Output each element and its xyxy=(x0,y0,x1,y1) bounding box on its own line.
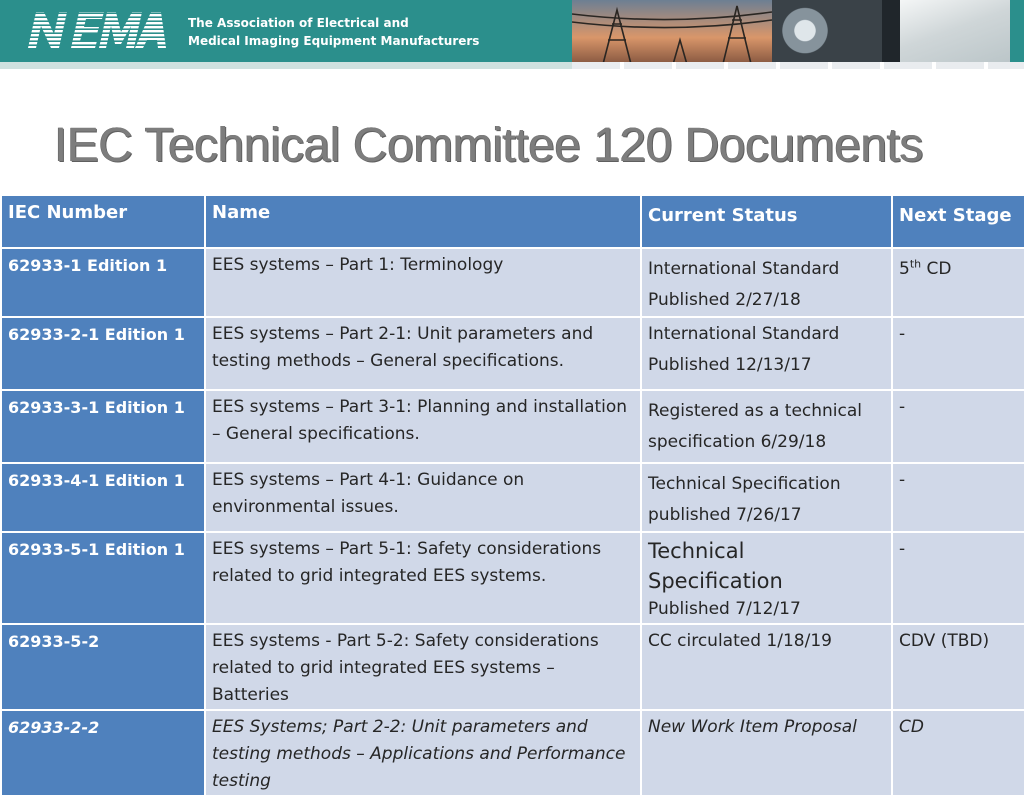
next-stage-tail: CD xyxy=(921,259,952,279)
status-cell xyxy=(641,317,892,390)
next-stage-cell: CDV (TBD) xyxy=(892,624,1024,710)
iec-number-cell: 62933-5-2 xyxy=(1,624,205,710)
next-stage-cell: CD xyxy=(892,710,1024,796)
tagline-line-2: Medical Imaging Equipment Manufacturers xyxy=(188,34,480,48)
iec-number-cell: 62933-2-1 Edition 1 xyxy=(1,317,205,390)
table-row xyxy=(1,624,1024,710)
nema-logo xyxy=(22,10,168,50)
next-stage-cell: - xyxy=(892,390,1024,463)
status-cell xyxy=(641,390,892,463)
table-row xyxy=(1,710,1024,796)
status-line-2: published 7/26/17 xyxy=(648,505,802,525)
status-line-2: specification 6/29/18 xyxy=(648,432,827,452)
status-line-1: International Standard xyxy=(648,259,840,279)
column-header-current-status: Current Status xyxy=(641,195,892,248)
power-lines-photo xyxy=(572,0,772,68)
table-row xyxy=(1,390,1024,463)
status-line-2: Published 2/27/18 xyxy=(648,290,801,310)
status-cell xyxy=(641,463,892,532)
tagline xyxy=(188,14,479,50)
status-line-1: Technical Specification xyxy=(648,539,783,593)
iec-number-cell: 62933-2-2 xyxy=(1,710,205,796)
table-header-row xyxy=(1,195,1024,248)
table-row xyxy=(1,248,1024,317)
next-stage-cell: - xyxy=(892,532,1024,624)
iec-number-cell: 62933-5-1 Edition 1 xyxy=(1,532,205,624)
table-row xyxy=(1,317,1024,390)
iec-number-cell: 62933-4-1 Edition 1 xyxy=(1,463,205,532)
status-cell xyxy=(641,532,892,624)
next-stage-ordinal: 5 xyxy=(899,259,910,279)
documents-table xyxy=(0,194,1024,797)
status-cell xyxy=(641,248,892,317)
page-title: IEC Technical Committee 120 Documents xyxy=(54,119,924,172)
status-line-2: Published 12/13/17 xyxy=(648,355,812,375)
status-line-1: International Standard xyxy=(648,324,840,344)
next-stage-cell: - xyxy=(892,317,1024,390)
status-line-1: Technical Specification xyxy=(648,474,841,494)
tagline-line-1: The Association of Electrical and xyxy=(188,16,409,30)
status-line-1: CC circulated 1/18/19 xyxy=(648,631,832,651)
name-cell: EES systems – Part 5-1: Safety considerations related to grid integrated EES systems. xyxy=(205,532,641,624)
name-cell: EES systems – Part 1: Terminology xyxy=(205,248,641,317)
status-cell xyxy=(641,624,892,710)
iec-number-cell: 62933-3-1 Edition 1 xyxy=(1,390,205,463)
medical-scan-photo xyxy=(772,0,882,68)
name-cell: EES Systems; Part 2-2: Unit parameters and testing methods – Applications and Performance testing xyxy=(205,710,641,796)
table-row xyxy=(1,463,1024,532)
header-photo-strip xyxy=(572,0,1010,68)
lab-equipment-photo xyxy=(900,0,1010,68)
name-cell: EES systems - Part 5-2: Safety considerations related to grid integrated EES systems – Batteries xyxy=(205,624,641,710)
name-cell: EES systems – Part 3-1: Planning and installation – General specifications. xyxy=(205,390,641,463)
next-stage-suffix: th xyxy=(909,257,922,271)
next-stage-cell xyxy=(892,248,1024,317)
iec-number-cell: 62933-1 Edition 1 xyxy=(1,248,205,317)
name-cell: EES systems – Part 2-1: Unit parameters and testing methods – General specifications. xyxy=(205,317,641,390)
status-cell xyxy=(641,710,892,796)
column-header-iec-number: IEC Number xyxy=(1,195,205,248)
status-line-2: Published 7/12/17 xyxy=(648,599,801,619)
table-row xyxy=(1,532,1024,624)
column-header-next-stage: Next Stage xyxy=(892,195,1024,248)
name-cell: EES systems – Part 4-1: Guidance on environmental issues. xyxy=(205,463,641,532)
status-line-1: Registered as a technical xyxy=(648,401,863,421)
column-header-name: Name xyxy=(205,195,641,248)
next-stage-cell: - xyxy=(892,463,1024,532)
medical-scan-photo-2 xyxy=(882,0,900,68)
header-grid-strip xyxy=(572,62,1024,69)
status-line-1: New Work Item Proposal xyxy=(648,717,857,737)
